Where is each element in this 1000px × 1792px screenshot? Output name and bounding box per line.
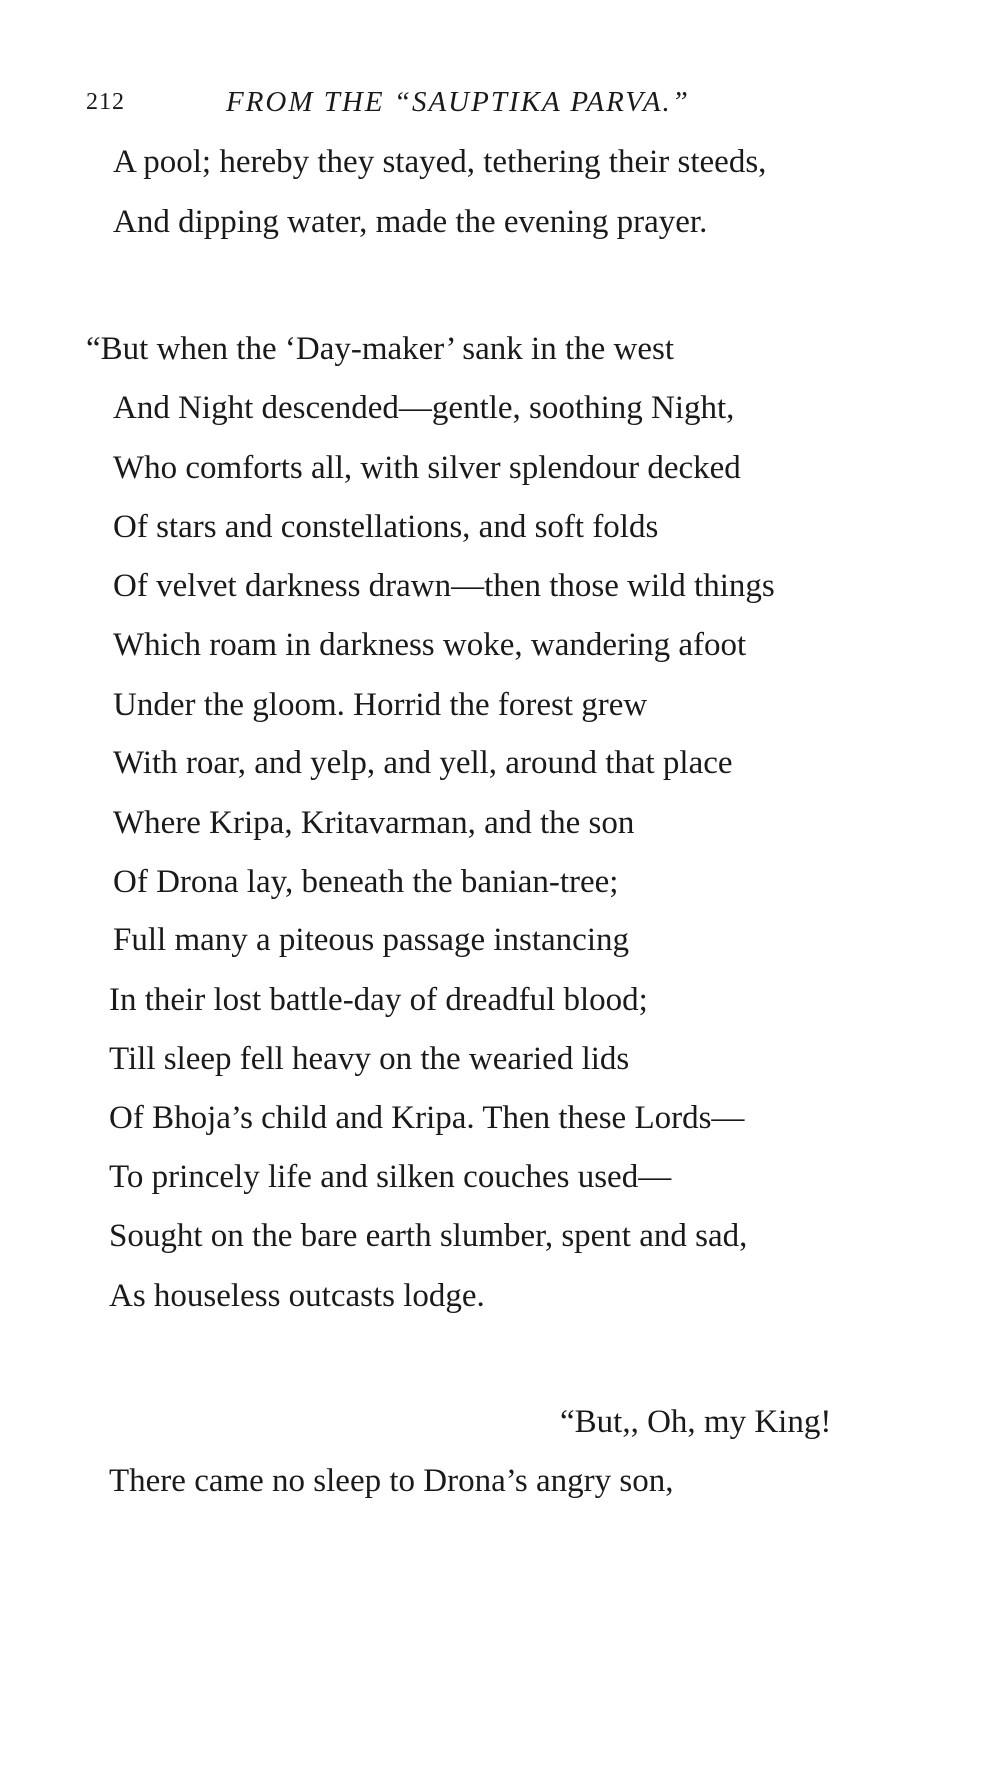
verse-line: And dipping water, made the evening prayer.: [113, 204, 708, 240]
verse-line: Sought on the bare earth slumber, spent and sad,: [109, 1218, 748, 1254]
verse-line: Who comforts all, with silver splendour decked: [113, 450, 741, 486]
verse-line: In their lost battle-day of dreadful blood;: [109, 982, 648, 1018]
verse-line: To princely life and silken couches used—: [109, 1159, 672, 1195]
page-number: 212: [86, 89, 125, 115]
verse-line: Of stars and constellations, and soft folds: [113, 509, 659, 545]
verse-line: Where Kripa, Kritavarman, and the son: [113, 805, 635, 841]
verse-line: With roar, and yelp, and yell, around that place: [113, 745, 733, 781]
page-header: [86, 82, 906, 122]
verse-line: Under the gloom. Horrid the forest grew: [113, 687, 648, 723]
verse-line: As houseless outcasts lodge.: [109, 1278, 485, 1314]
running-title: FROM THE “SAUPTIKA PARVA.”: [226, 86, 690, 118]
verse-line: Till sleep fell heavy on the wearied lids: [109, 1041, 630, 1077]
verse-line: Of Bhoja’s child and Kripa. Then these Lords—: [109, 1100, 745, 1136]
verse-line: Full many a piteous passage instancing: [113, 922, 629, 958]
verse-line: Of Drona lay, beneath the banian-tree;: [113, 864, 619, 900]
verse-line: “But,, Oh, my King!: [560, 1404, 832, 1440]
verse-line: Which roam in darkness woke, wandering afoot: [113, 627, 747, 663]
verse-line: Of velvet darkness drawn—then those wild things: [113, 568, 775, 604]
verse-line: A pool; hereby they stayed, tethering their steeds,: [113, 144, 767, 180]
verse-line: There came no sleep to Drona’s angry son,: [109, 1463, 674, 1499]
verse-line: And Night descended—gentle, soothing Night,: [113, 390, 735, 426]
verse-line: “But when the ‘Day-maker’ sank in the west: [86, 331, 675, 367]
